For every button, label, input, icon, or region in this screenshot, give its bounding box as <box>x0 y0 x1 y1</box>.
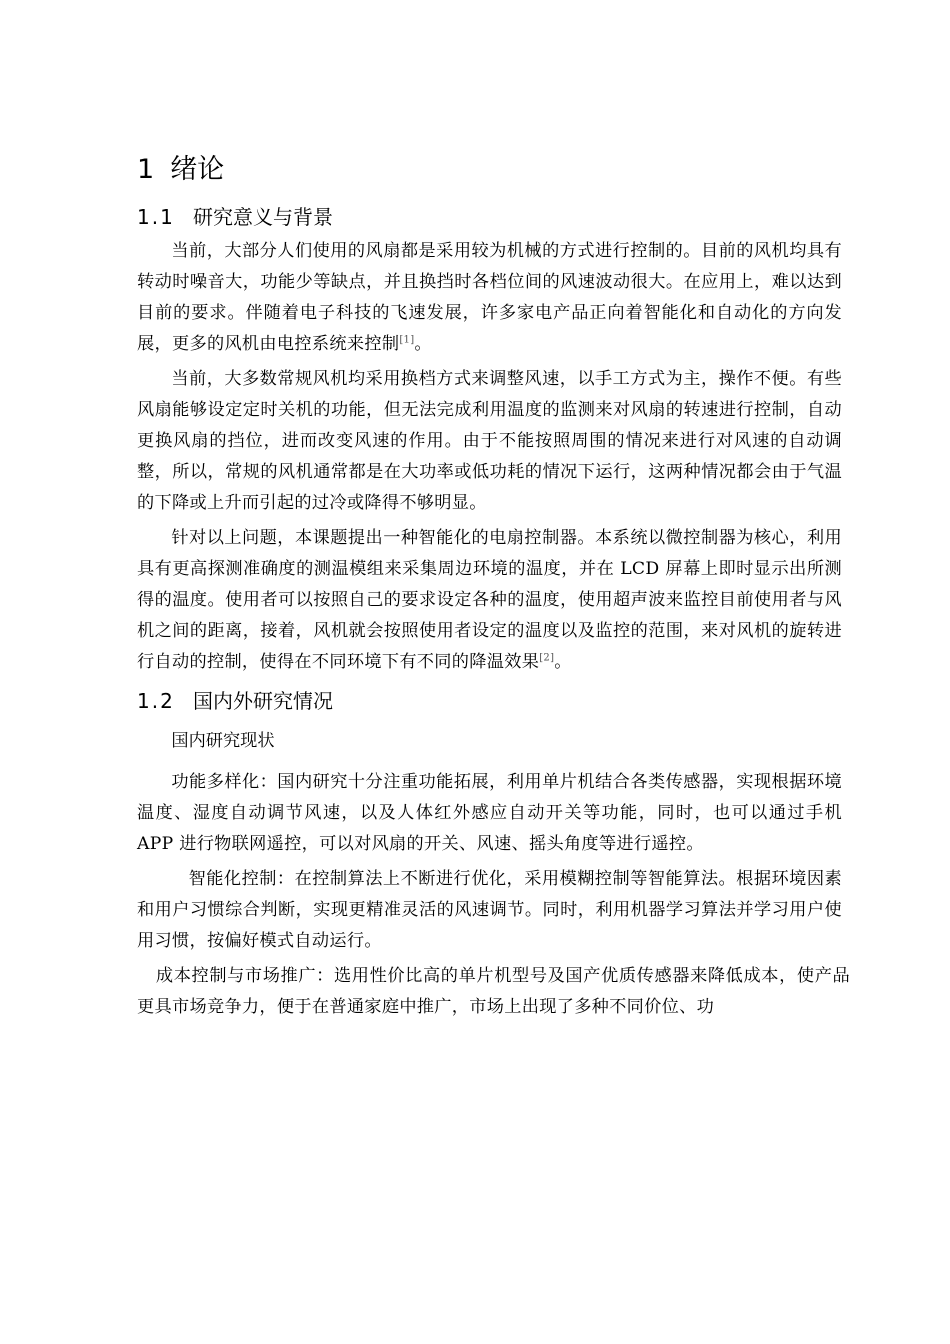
page-content <box>137 150 850 1027</box>
section-number: 1.1 <box>137 205 175 229</box>
paragraph-text: 当前，大部分人们使用的风扇都是采用较为机械的方式进行控制的。目前的风机均具有转动时噪音大，功能少等缺点，并且换挡时各档位间的风速波动很大。在应用上，难以达到目前的要求。伴随着电子科技的飞速发展，许多家电产品正向着智能化和自动化的方向发展，更多的风机由电控系统来控制 <box>137 241 842 354</box>
paragraph-text: 针对以上问题，本课题提出一种智能化的电扇控制器。本系统以微控制器为核心，利用具有更高探测准确度的测温模组来采集周边环境的温度，并在 LCD 屏幕上即时显示出所测得的温度。使用者可以按照自己的要求设定各种的温度，使用超声波来监控目前使用者与风机之间的距离，接着，风机就会按照使用者设定的温度以及监控的范围，来对风机的旋转进行自动的控制，使得在不同环境下有不同的降温效果 <box>137 528 842 672</box>
paragraph-text: 功能多样化：国内研究十分注重功能拓展，利用单片机结合各类传感器，实现根据环境温度、湿度自动调节风速，以及人体红外感应自动开关等功能，同时，也可以通过手机 APP 进行物联网遥控，可以对风扇的开关、风速、摇头角度等进行遥控。 <box>137 772 842 854</box>
section-title: 国内外研究情况 <box>193 689 333 713</box>
paragraph-tail: 。 <box>554 652 572 672</box>
paragraph-research-2 <box>137 864 842 957</box>
section-number: 1.2 <box>137 689 175 713</box>
paragraph-tail: 。 <box>414 334 432 354</box>
subheading-domestic: 国内研究现状 <box>171 731 275 751</box>
section-heading-1-1 <box>137 202 842 232</box>
paragraph-research-1 <box>137 767 842 860</box>
paragraph-text: 当前，大多数常规风机均采用换档方式来调整风速，以手工方式为主，操作不便。有些风扇能够设定定时关机的功能，但无法完成利用温度的监测来对风扇的转速进行控制，自动更换风扇的挡位，进而改变风速的作用。由于不能按照周围的情况来进行对风速的自动调整，所以，常规的风机通常都是在大功率或低功耗的情况下运行，这两种情况都会由于气温的下降或上升而引起的过冷或降得不够明显。 <box>137 369 842 513</box>
chapter-number: 1 <box>137 154 155 185</box>
citation-ref: [2] <box>539 652 555 664</box>
chapter-heading <box>137 150 842 190</box>
section-heading-1-2 <box>137 686 842 716</box>
paragraph-background-2 <box>137 364 842 519</box>
paragraph-research-3 <box>137 961 850 1023</box>
paragraph-background-3 <box>137 523 842 678</box>
paragraph-text: 成本控制与市场推广：选用性价比高的单片机型号及国产优质传感器来降低成本，使产品更具市场竞争力，便于在普通家庭中推广，市场上出现了多种不同价位、功 <box>137 966 850 1017</box>
chapter-title: 绪论 <box>170 154 225 185</box>
section-title: 研究意义与背景 <box>193 205 333 229</box>
citation-ref: [1] <box>399 334 415 346</box>
paragraph-text: 智能化控制：在控制算法上不断进行优化，采用模糊控制等智能算法。根据环境因素和用户习惯综合判断，实现更精准灵活的风速调节。同时，利用机器学习算法并学习用户使用习惯，按偏好模式自动运行。 <box>137 869 842 951</box>
paragraph-background-1 <box>137 236 842 360</box>
